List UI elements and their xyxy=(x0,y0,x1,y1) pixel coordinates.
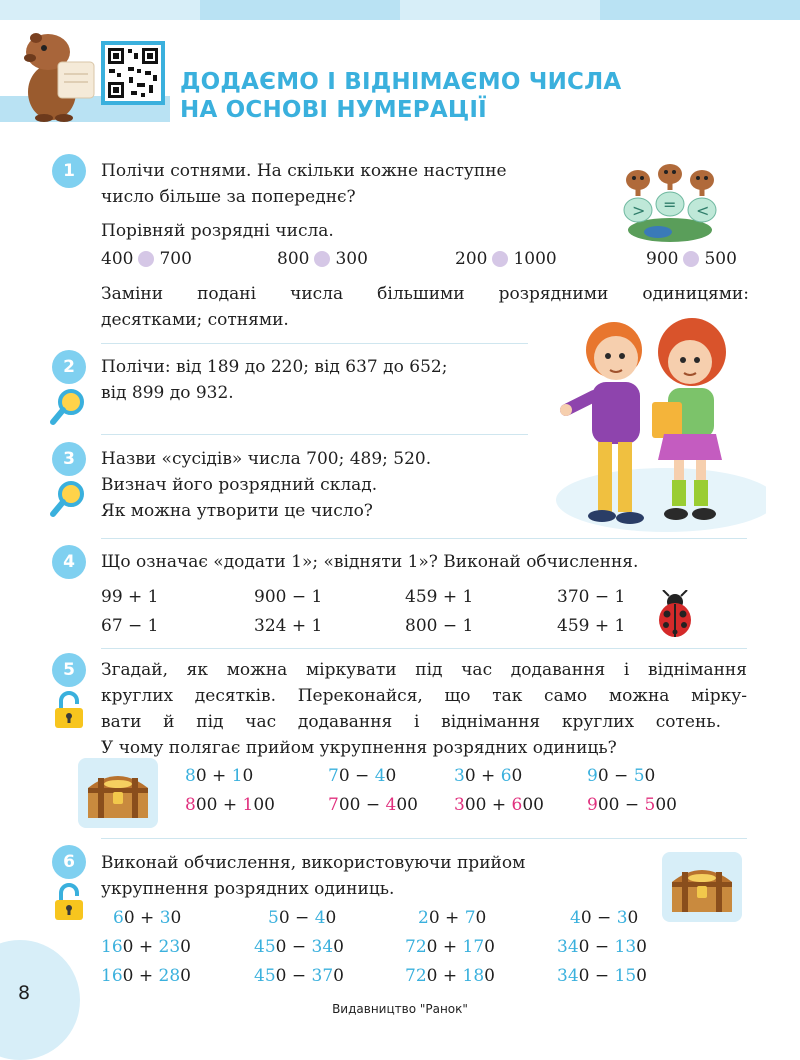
svg-text:>: > xyxy=(632,201,646,220)
comparison-pair xyxy=(455,246,557,272)
number: 500 xyxy=(704,249,737,269)
divider xyxy=(101,538,747,539)
expression: 800 + 100 xyxy=(185,795,275,815)
expression: 800 − 1 xyxy=(405,616,474,636)
comparison-pair xyxy=(101,246,192,272)
title-line-2: НА ОСНОВІ НУМЕРАЦІЇ xyxy=(180,97,487,123)
expression: 459 + 1 xyxy=(405,587,474,607)
divider xyxy=(101,434,528,435)
ladybug-icon xyxy=(655,590,697,638)
number: 300 xyxy=(335,249,368,269)
magnifier-icon xyxy=(50,388,86,426)
number: 700 xyxy=(159,249,192,269)
task-6-text-line-1: Виконай обчислення, використовуючи прийом xyxy=(101,853,526,873)
expression: 324 + 1 xyxy=(254,616,323,636)
task-1-text-line-5: десятками; сотнями. xyxy=(101,310,289,330)
divider xyxy=(101,343,528,344)
task-5-text-line-3: вати й під час додавання і віднімання круглих сотень. xyxy=(101,712,721,732)
publisher-footer: Видавництво "Ранок" xyxy=(332,1002,468,1016)
task-number-badge: 5 xyxy=(52,653,86,687)
lock-icon xyxy=(53,690,85,730)
task-2-text-line-1: Полічи: від 189 до 220; від 637 до 652; xyxy=(101,357,448,377)
expression: 20 + 70 xyxy=(418,908,487,928)
svg-text:=: = xyxy=(663,195,677,214)
task-number-badge: 2 xyxy=(52,350,86,384)
expression: 700 − 400 xyxy=(328,795,418,815)
number: 200 xyxy=(455,249,488,269)
task-1-text-line-2: число більше за попереднє? xyxy=(101,187,356,207)
task-1-text-line-4: Заміни подані числа більшими розрядними одиницями: xyxy=(101,284,749,304)
compare-circle[interactable] xyxy=(683,251,699,267)
expression: 459 + 1 xyxy=(557,616,626,636)
compare-circle[interactable] xyxy=(138,251,154,267)
task-1-text-line-1: Полічи сотнями. На скільки кожне наступне xyxy=(101,161,507,181)
task-3-text-line-3: Як можна утворити це число? xyxy=(101,501,373,521)
expression: 720 + 180 xyxy=(405,966,495,986)
expression: 450 − 370 xyxy=(254,966,344,986)
top-band-segment xyxy=(200,0,400,20)
expression: 900 − 1 xyxy=(254,587,323,607)
task-number-badge: 1 xyxy=(52,154,86,188)
number: 900 xyxy=(646,249,679,269)
expression: 450 − 340 xyxy=(254,937,344,957)
expression: 160 + 230 xyxy=(101,937,191,957)
treasure-chest-icon xyxy=(78,758,158,828)
task-3-text-line-1: Назви «сусідів» числа 700; 489; 520. xyxy=(101,449,432,469)
expression: 50 − 40 xyxy=(268,908,337,928)
top-band-segment xyxy=(600,0,800,20)
task-4-text-line-1: Що означає «додати 1»; «відняти 1»? Виконай обчислення. xyxy=(101,552,639,572)
lock-icon xyxy=(53,882,85,922)
expression: 80 + 10 xyxy=(185,766,254,786)
expression: 370 − 1 xyxy=(557,587,626,607)
expression: 67 − 1 xyxy=(101,616,159,636)
expression: 160 + 280 xyxy=(101,966,191,986)
expression: 30 + 60 xyxy=(454,766,523,786)
task-3-text-line-2: Визнач його розрядний склад. xyxy=(101,475,378,495)
title-line-1: ДОДАЄМО І ВІДНІМАЄМО ЧИСЛА xyxy=(180,69,622,95)
qr-code-icon[interactable] xyxy=(101,41,165,105)
task-6-text-line-2: укрупнення розрядних одиниць. xyxy=(101,879,395,899)
expression: 99 + 1 xyxy=(101,587,159,607)
comparison-signs-icon xyxy=(618,158,722,242)
expression: 340 − 130 xyxy=(557,937,647,957)
expression: 90 − 50 xyxy=(587,766,656,786)
task-1-text-line-3: Порівняй розрядні числа. xyxy=(101,221,334,241)
expression: 900 − 500 xyxy=(587,795,677,815)
compare-circle[interactable] xyxy=(314,251,330,267)
task-2-text-line-2: від 899 до 932. xyxy=(101,383,234,403)
treasure-chest-icon xyxy=(662,852,742,922)
expression: 340 − 150 xyxy=(557,966,647,986)
number: 800 xyxy=(277,249,310,269)
page-corner-decoration xyxy=(0,940,80,1060)
compare-circle[interactable] xyxy=(492,251,508,267)
page-title xyxy=(180,68,621,124)
number: 400 xyxy=(101,249,134,269)
comparison-pair xyxy=(277,246,368,272)
expression: 60 + 30 xyxy=(113,908,182,928)
task-5-text-line-4: У чому полягає прийом укрупнення розрядних одиниць? xyxy=(101,738,617,758)
task-number-badge: 6 xyxy=(52,845,86,879)
divider xyxy=(101,838,747,839)
task-5-text-line-1: Згадай, як можна міркувати під час додавання і віднімання xyxy=(101,660,747,680)
expression: 300 + 600 xyxy=(454,795,544,815)
svg-text:<: < xyxy=(696,201,710,220)
magnifier-icon xyxy=(50,480,86,518)
task-number-badge: 4 xyxy=(52,545,86,579)
children-illustration xyxy=(556,310,766,535)
expression: 40 − 30 xyxy=(570,908,639,928)
task-5-text-line-2: круглих десятків. Переконайся, що так само можна мірку- xyxy=(101,686,747,706)
page-number: 8 xyxy=(18,982,31,1004)
capybara-mascot-icon xyxy=(14,26,100,122)
task-number-badge: 3 xyxy=(52,442,86,476)
number: 1000 xyxy=(513,249,557,269)
divider xyxy=(101,648,747,649)
comparison-pair xyxy=(646,246,737,272)
expression: 70 − 40 xyxy=(328,766,397,786)
expression: 720 + 170 xyxy=(405,937,495,957)
